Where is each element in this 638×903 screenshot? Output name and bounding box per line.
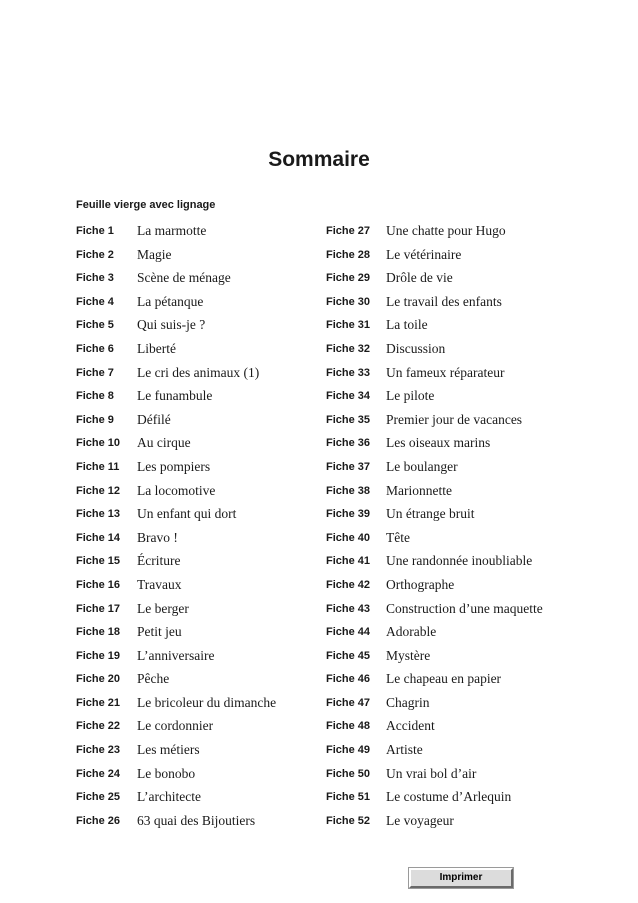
fiche-title: Le bricoleur du dimanche (137, 694, 277, 710)
fiche-title: Les métiers (137, 742, 200, 758)
fiche-number: Fiche 24 (76, 767, 121, 780)
fiche-title: Écriture (137, 553, 181, 569)
fiche-number: Fiche 20 (76, 673, 121, 686)
fiche-number: Fiche 34 (326, 390, 371, 403)
fiche-number: Fiche 11 (76, 460, 120, 473)
fiche-number: Fiche 50 (326, 767, 371, 780)
fiche-title: Le funambule (137, 388, 213, 404)
fiche-title: Orthographe (386, 576, 455, 592)
fiche-title: Le vétérinaire (386, 246, 462, 262)
fiche-title: Artiste (386, 742, 423, 758)
fiche-number: Fiche 6 (76, 342, 114, 355)
fiche-number: Fiche 48 (326, 720, 371, 733)
fiche-title: Petit jeu (137, 624, 182, 640)
fiche-number: Fiche 30 (326, 295, 371, 308)
fiche-number: Fiche 31 (326, 319, 371, 332)
fiche-title: L’anniversaire (137, 647, 215, 663)
fiche-title: La marmotte (137, 223, 207, 238)
fiche-number: Fiche 36 (326, 437, 371, 450)
fiche-number: Fiche 43 (326, 602, 371, 615)
fiche-number: Fiche 29 (326, 272, 371, 285)
page-title: Sommaire (268, 148, 370, 171)
fiche-number: Fiche 13 (76, 508, 121, 521)
fiche-title: Un vrai bol d’air (386, 765, 477, 781)
fiche-number: Fiche 25 (76, 791, 121, 804)
fiche-title: L’architecte (137, 789, 201, 805)
fiche-number: Fiche 32 (326, 342, 371, 355)
fiche-title: La pétanque (137, 293, 204, 309)
fiche-number: Fiche 38 (326, 484, 371, 497)
fiche-title: Accident (386, 718, 435, 734)
fiche-title: Construction d’une maquette (386, 600, 543, 616)
fiche-number: Fiche 21 (76, 696, 121, 709)
fiche-title: Mystère (386, 647, 431, 663)
fiche-number: Fiche 23 (76, 744, 121, 757)
fiche-title: Les pompiers (137, 458, 211, 474)
fiche-title: Chagrin (386, 694, 430, 710)
fiche-number: Fiche 49 (326, 744, 371, 757)
fiche-number: Fiche 12 (76, 484, 121, 497)
fiche-title: Le costume d’Arlequin (386, 789, 512, 805)
print-button[interactable]: Imprimer (409, 868, 513, 888)
fiche-number: Fiche 19 (76, 649, 121, 662)
fiche-title: Le pilote (386, 388, 435, 404)
fiche-number: Fiche 15 (76, 555, 121, 568)
fiche-title: Scène de ménage (137, 270, 231, 286)
fiche-title: Le cordonnier (137, 718, 214, 734)
fiche-number: Fiche 2 (76, 248, 114, 261)
fiche-title: La locomotive (137, 482, 216, 498)
fiche-title: Au cirque (137, 435, 191, 451)
fiche-title: Le bonobo (137, 765, 196, 781)
fiche-title: Le berger (137, 600, 189, 616)
fiche-number: Fiche 7 (76, 366, 114, 379)
fiche-title: Drôle de vie (386, 270, 453, 286)
fiche-number: Fiche 42 (326, 578, 371, 591)
fiche-title: Défilé (137, 411, 171, 427)
fiche-number: Fiche 10 (76, 437, 121, 450)
fiche-number: Fiche 5 (76, 319, 114, 332)
fiche-number: Fiche 37 (326, 460, 371, 473)
fiche-number: Fiche 51 (326, 791, 371, 804)
fiche-number: Fiche 17 (76, 602, 121, 615)
fiche-number: Fiche 8 (76, 390, 114, 403)
fiche-title: Liberté (137, 340, 176, 356)
fiche-number: Fiche 27 (326, 225, 371, 237)
fiche-title: Le boulanger (386, 458, 458, 474)
fiche-number: Fiche 1 (76, 225, 114, 237)
fiche-title: Le cri des animaux (1) (137, 364, 260, 380)
fiche-number: Fiche 44 (326, 626, 371, 639)
fiche-number: Fiche 28 (326, 248, 371, 261)
fiche-title: Une randonnée inoubliable (386, 553, 533, 569)
fiche-number: Fiche 16 (76, 578, 121, 591)
fiche-title: Le travail des enfants (386, 293, 502, 309)
fiche-number: Fiche 3 (76, 272, 114, 285)
fiche-title: Le voyageur (386, 812, 454, 828)
fiche-number: Fiche 35 (326, 413, 371, 426)
fiche-title: Un étrange bruit (386, 506, 475, 522)
fiche-number: Fiche 52 (326, 814, 371, 827)
fiche-title: Premier jour de vacances (386, 411, 523, 427)
fiche-title: Marionnette (386, 482, 452, 498)
fiche-number: Fiche 47 (326, 696, 371, 709)
fiche-number: Fiche 41 (326, 555, 371, 568)
fiche-title: Le chapeau en papier (386, 671, 502, 687)
fiche-title: Qui suis-je ? (137, 317, 206, 333)
fiche-number: Fiche 46 (326, 673, 371, 686)
fiche-title: Discussion (386, 340, 446, 356)
fiche-title: Tête (386, 529, 410, 545)
fiche-number: Fiche 4 (76, 295, 114, 308)
fiche-number: Fiche 18 (76, 626, 121, 639)
fiche-number: Fiche 33 (326, 366, 371, 379)
fiche-title: Travaux (137, 576, 182, 592)
fiche-title: Un enfant qui dort (137, 506, 237, 522)
fiche-title: Les oiseaux marins (386, 435, 491, 451)
fiche-number: Fiche 45 (326, 649, 371, 662)
fiche-number: Fiche 26 (76, 814, 121, 827)
fiche-title: Un fameux réparateur (386, 364, 505, 380)
page-subtitle: Feuille vierge avec lignage (76, 199, 216, 211)
fiche-title: Une chatte pour Hugo (386, 223, 506, 238)
fiche-title: Magie (137, 246, 172, 262)
fiche-number: Fiche 9 (76, 413, 114, 426)
fiche-number: Fiche 39 (326, 508, 371, 521)
fiche-title: La toile (386, 317, 428, 333)
fiche-number: Fiche 14 (76, 531, 121, 544)
fiche-title: Adorable (386, 624, 437, 640)
fiche-number: Fiche 22 (76, 720, 121, 733)
fiche-number: Fiche 40 (326, 531, 371, 544)
fiche-title: 63 quai des Bijoutiers (137, 812, 256, 828)
fiche-title: Pêche (137, 671, 170, 687)
fiche-title: Bravo ! (137, 529, 178, 545)
